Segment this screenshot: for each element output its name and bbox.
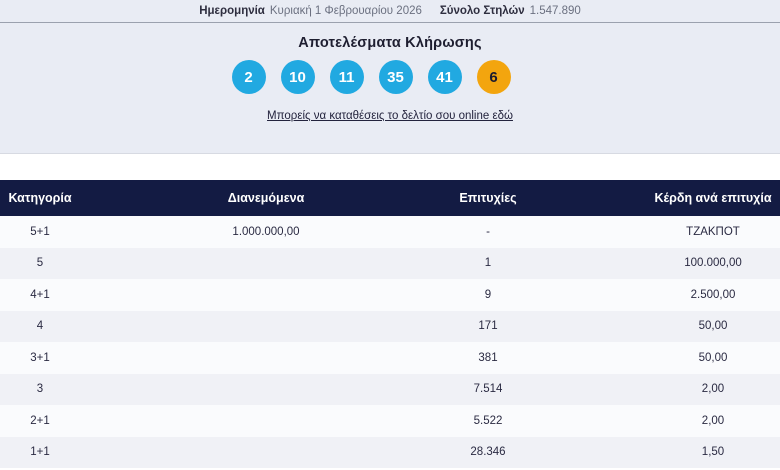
deposit-online-link[interactable]: Μπορείς να καταθέσεις το δελτίο σου online εδώ (267, 110, 513, 122)
prize-table-body (0, 216, 780, 468)
winners-cell: 171 (478, 320, 498, 333)
results-title: Αποτελέσματα Κλήρωσης (298, 35, 482, 51)
total-columns-label: Σύνολο Στηλών (439, 5, 525, 17)
category-cell: 2+1 (30, 414, 50, 427)
winners-cell: 5.522 (473, 414, 503, 427)
header-distributed: Διανεμόμενα (227, 191, 305, 205)
winners-cell: 381 (478, 351, 498, 364)
bonus-number-ball: 6 (477, 60, 511, 94)
draw-info-bar (0, 0, 780, 23)
prize-cell: ΤΖΑΚΠΟΤ (686, 225, 740, 238)
winners-cell: 7.514 (473, 383, 503, 396)
draw-results-section (0, 0, 780, 154)
draw-date-label: Ημερομηνία (199, 5, 265, 17)
prize-cell: 2.500,00 (690, 288, 736, 301)
total-columns-value: 1.547.890 (529, 5, 581, 17)
prize-cell: 50,00 (698, 320, 728, 333)
table-row (0, 437, 780, 469)
table-row (0, 374, 780, 406)
table-row (0, 342, 780, 374)
distributed-cell: 1.000.000,00 (232, 225, 300, 238)
table-row (0, 311, 780, 343)
category-cell: 3 (36, 383, 44, 396)
deposit-link-wrap (0, 106, 780, 124)
table-row (0, 279, 780, 311)
section-gap (0, 154, 780, 180)
winners-cell: 28.346 (470, 446, 506, 459)
prize-cell: 2,00 (701, 414, 725, 427)
table-row (0, 405, 780, 437)
table-row (0, 216, 780, 248)
winning-number-ball: 41 (428, 60, 462, 94)
total-columns (440, 5, 581, 17)
prize-cell: 100.000,00 (684, 257, 742, 270)
header-winners: Επιτυχίες (459, 191, 517, 205)
category-cell: 4+1 (30, 288, 50, 301)
winners-cell: 1 (484, 257, 492, 270)
prize-cell: 2,00 (701, 383, 725, 396)
winners-cell: - (486, 225, 490, 238)
winners-cell: 9 (484, 288, 492, 301)
table-row (0, 248, 780, 280)
prize-cell: 50,00 (698, 351, 728, 364)
category-cell: 1+1 (30, 446, 50, 459)
category-cell: 5+1 (30, 225, 50, 238)
category-cell: 5 (36, 257, 44, 270)
prize-table-header (0, 180, 780, 216)
winning-number-ball: 10 (281, 60, 315, 94)
winning-number-ball: 2 (232, 60, 266, 94)
header-category: Κατηγορία (8, 191, 72, 205)
category-cell: 3+1 (30, 351, 50, 364)
prize-table (0, 180, 780, 468)
header-prize: Κέρδη ανά επιτυχία (654, 191, 772, 205)
category-cell: 4 (36, 320, 44, 333)
winning-number-ball: 35 (379, 60, 413, 94)
draw-date (199, 5, 422, 17)
winning-number-ball: 11 (330, 60, 364, 94)
prize-cell: 1,50 (701, 446, 725, 459)
numbers-row (0, 60, 761, 94)
draw-date-value: Κυριακή 1 Φεβρουαρίου 2026 (269, 5, 422, 17)
